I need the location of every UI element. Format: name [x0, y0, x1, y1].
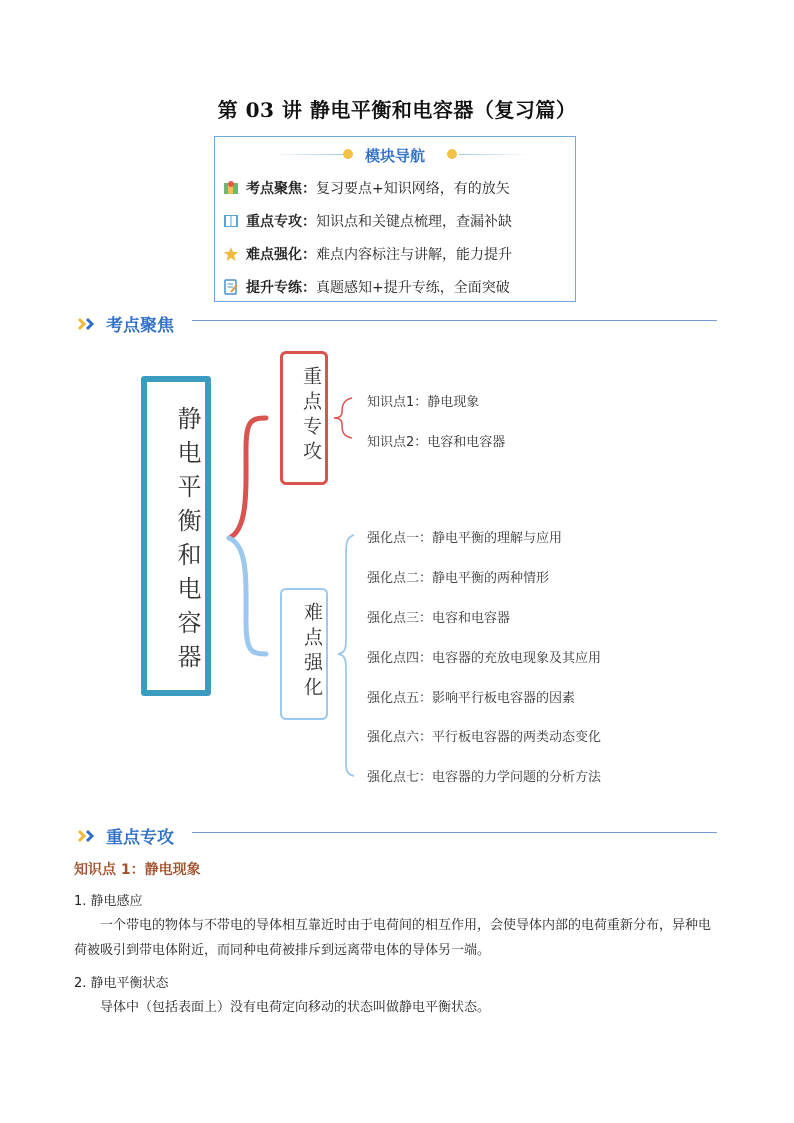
nav-item-label: 难点强化： — [246, 247, 316, 263]
section-divider — [192, 832, 717, 833]
book-icon — [223, 213, 239, 229]
nav-item-text: 复习要点+知识网络，有的放矢 — [316, 181, 510, 197]
section-header-key — [76, 823, 174, 848]
mindmap-root-box — [141, 376, 211, 696]
mindmap-leaf: 知识点2：电容和电容器 — [367, 435, 506, 450]
branch-label: 难点强化 — [301, 602, 323, 702]
map-icon — [223, 180, 239, 196]
section-title: 重点专攻 — [106, 828, 174, 848]
mindmap-branch-key — [280, 351, 328, 485]
section-title: 考点聚焦 — [106, 316, 174, 336]
section-divider — [192, 320, 717, 321]
mindmap-leaf: 强化点一：静电平衡的理解与应用 — [367, 531, 563, 546]
nav-heading: 模块导航 — [364, 147, 425, 165]
nav-right-line — [459, 154, 529, 155]
mindmap-leaf: 强化点五：影响平行板电容器的因素 — [367, 691, 576, 706]
nav-right-dot — [447, 149, 457, 159]
paragraph: 一个带电的物体与不带电的导体相互靠近时由于电荷间的相互作用，会使导体内部的电荷重新分布，异种电荷被吸引到带电体附近，而同种电荷被排斥到远离带电体的导体另一端。 — [74, 918, 712, 958]
branch-label: 重点专攻 — [300, 366, 322, 466]
nav-item-label: 重点专攻： — [246, 214, 316, 230]
paragraph: 导体中（包括表面上）没有电荷定向移动的状态叫做静电平衡状态。 — [100, 1000, 491, 1015]
nav-item — [223, 244, 512, 264]
subheading: 1. 静电感应 — [74, 894, 143, 909]
nav-item-label: 考点聚焦： — [246, 181, 316, 197]
nav-item-label: 提升专练： — [246, 280, 316, 296]
nav-item-text: 真题感知+提升专练，全面突破 — [316, 280, 510, 296]
page-title: 第 03 讲 静电平衡和电容器（复习篇） — [217, 98, 577, 122]
module-nav-box — [214, 136, 576, 302]
chevron-icon — [76, 316, 102, 332]
chevron-icon — [76, 828, 102, 844]
mindmap-leaf: 强化点四：电容器的充放电现象及其应用 — [367, 651, 602, 666]
knowledge-point-heading: 知识点 1：静电现象 — [74, 862, 201, 878]
nav-item — [223, 277, 510, 297]
nav-item-text: 知识点和关键点梳理，查漏补缺 — [316, 214, 512, 230]
star-icon — [223, 246, 239, 262]
note-icon — [223, 279, 239, 295]
mindmap-leaf: 强化点七：电容器的力学问题的分析方法 — [367, 770, 602, 785]
mindmap-branch-difficult — [280, 588, 328, 720]
nav-item-text: 难点内容标注与讲解，能力提升 — [316, 247, 512, 263]
nav-item — [223, 211, 512, 231]
mindmap-root-label: 静电平衡和电容器 — [173, 406, 201, 678]
mindmap-leaf: 强化点二：静电平衡的两种情形 — [367, 571, 550, 586]
mindmap-leaf: 强化点三：电容和电容器 — [367, 611, 511, 626]
nav-item — [223, 178, 510, 198]
section-header-focus — [76, 311, 174, 336]
subheading: 2. 静电平衡状态 — [74, 976, 169, 991]
mindmap-leaf: 强化点六：平行板电容器的两类动态变化 — [367, 730, 602, 745]
mindmap-leaf: 知识点1：静电现象 — [367, 395, 480, 410]
